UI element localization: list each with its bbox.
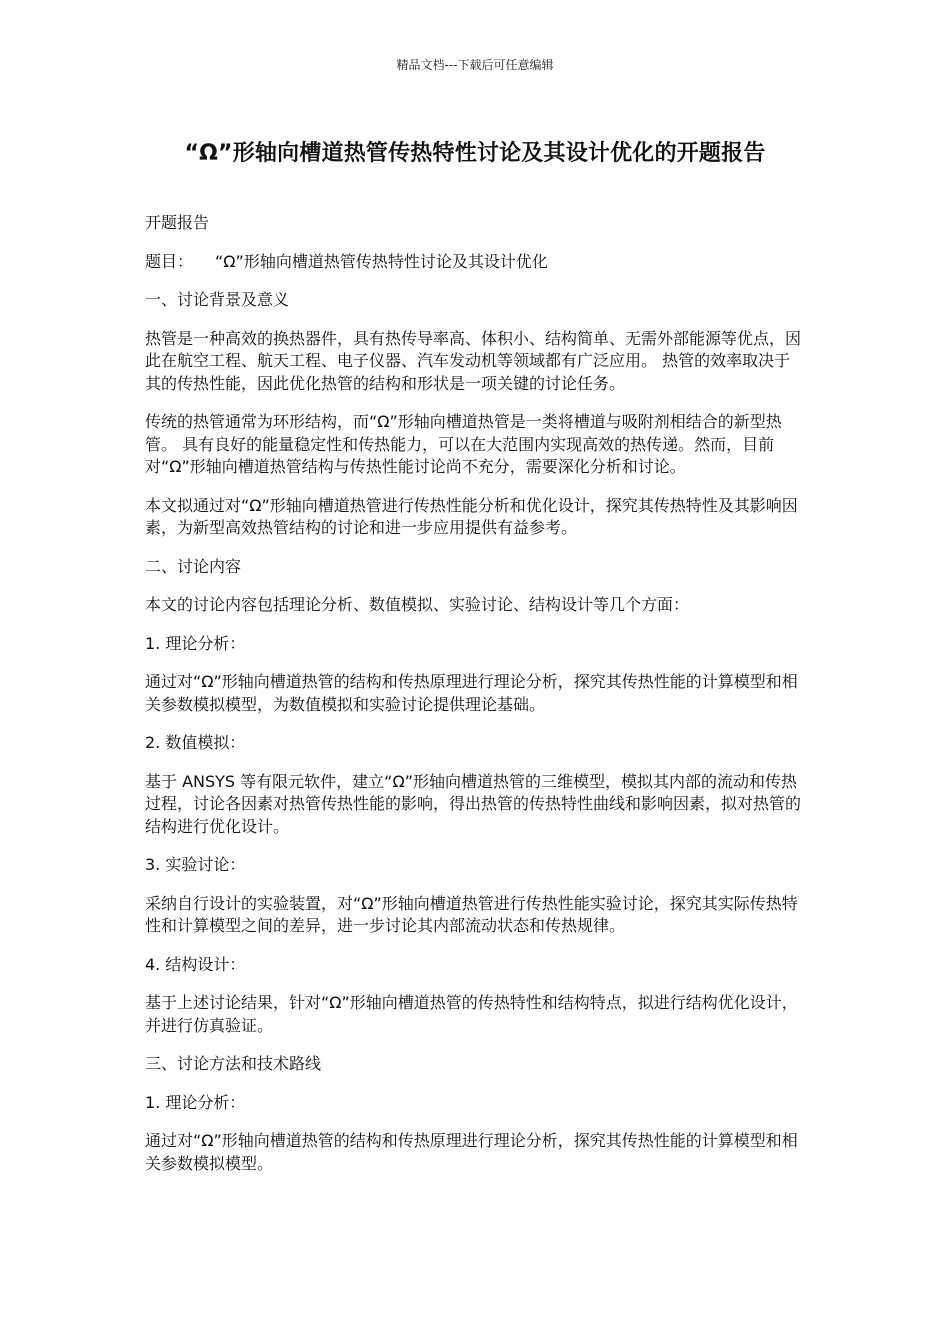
paragraph: 基于上述讨论结果，针对“Ω”形轴向槽道热管的传热特性和结构特点，拟进行结构优化设计，并进行仿真验证。: [145, 993, 798, 1035]
item-label: 2. 数值模拟：: [145, 733, 246, 752]
item-label: 3. 实验讨论：: [145, 855, 246, 874]
paragraph: 采纳自行设计的实验装置，对“Ω”形轴向槽道热管进行传热性能实验讨论，探究其实际传热特性和计算模型之间的差异，进一步讨论其内部流动状态和传热规律。: [145, 893, 798, 935]
paragraph: 通过对“Ω”形轴向槽道热管的结构和传热原理进行理论分析，探究其传热性能的计算模型和相关参数模拟模型，为数值模拟和实验讨论提供理论基础。: [145, 672, 798, 714]
topic-text: “Ω”形轴向槽道热管传热特性讨论及其设计优化: [215, 251, 548, 271]
paragraph: 基于 ANSYS 等有限元软件，建立“Ω”形轴向槽道热管的三维模型，模拟其内部的流动和传热过程，讨论各因素对热管传热性能的影响，得出热管的传热特性曲线和影响因素，拟对热管的结构进行优化设计。: [145, 771, 802, 836]
item-label: 4. 结构设计：: [145, 954, 246, 974]
section-heading: 二、讨论内容: [145, 556, 242, 576]
page-header: 精品文档---下载后可任意编辑: [396, 58, 554, 72]
paragraph: 传统的热管通常为环形结构，而“Ω”形轴向槽道热管是一类将槽道与吸附剂相结合的新型热管。 具有良好的能量稳定性和传热能力，可以在大范围内实现高效的热传递。然而，目前对“Ω”形轴向槽道热管结构与传热性能讨论尚不充分，需要深化分析和讨论。: [145, 412, 782, 476]
paragraph: 通过对“Ω”形轴向槽道热管的结构和传热原理进行理论分析，探究其传热性能的计算模型和相关参数模拟模型。: [145, 1131, 798, 1173]
paragraph: 本文拟通过对“Ω”形轴向槽道热管进行传热性能分析和优化设计，探究其传热特性及其影响因素，为新型高效热管结构的讨论和进一步应用提供有益参考。: [145, 495, 798, 537]
topic-label: 题目：: [145, 251, 194, 271]
section-heading: 三、讨论方法和技术路线: [145, 1054, 322, 1073]
item-label: 1. 理论分析：: [145, 633, 246, 653]
document-body: [145, 212, 805, 1191]
item-label: 1. 理论分析：: [145, 1092, 246, 1112]
paragraph: 热管是一种高效的换热器件，具有热传导率高、体积小、结构简单、无需外部能源等优点，因此在航空工程、航天工程、电子仪器、汽车发动机等领域都有广泛应用。 热管的效率取决于其的传热性能，因此优化热管的结构和形状是一项关键的讨论任务。: [145, 328, 802, 393]
section-heading: 一、讨论背景及意义: [145, 290, 290, 309]
paragraph: 本文的讨论内容包括理论分析、数值模拟、实验讨论、结构设计等几个方面：: [145, 595, 690, 614]
document-title: “Ω”形轴向槽道热管传热特性讨论及其设计优化的开题报告: [184, 141, 766, 166]
report-label: 开题报告: [145, 213, 210, 232]
topic-line: [145, 251, 805, 274]
